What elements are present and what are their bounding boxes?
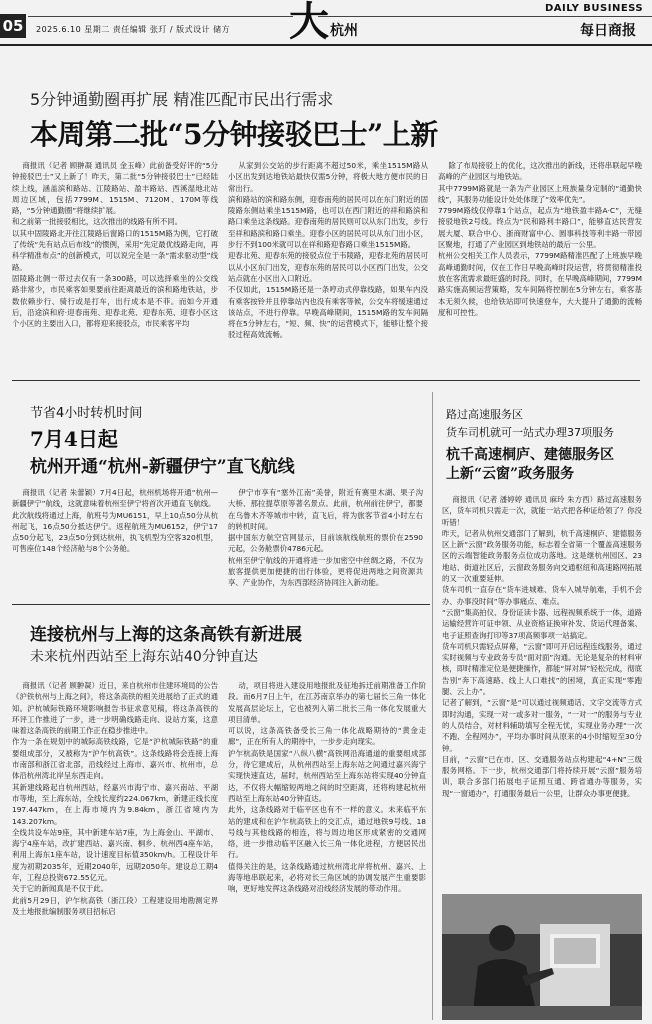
story4-kicker: 路过高速服务区 bbox=[446, 408, 523, 421]
story2-column-2 bbox=[228, 487, 423, 597]
brand-english: DAILY BUSINESS bbox=[545, 3, 644, 14]
story3-column-2 bbox=[228, 680, 426, 1020]
header-bottom-bar bbox=[0, 44, 652, 46]
header-rule-right bbox=[318, 16, 652, 17]
story4-kicker2: 货车司机就可一站式办理37项服务 bbox=[446, 426, 614, 439]
section-big-character: 大 bbox=[289, 0, 329, 45]
story1-col1-text: 商报讯（记者 顾翀凝 通讯员 金玉峰）此前备受好评的“5分钟接驳巴士”又上新了！昨天，第二批“5分钟接驳巴士”已经陆续上线，涵盖滨和路站、江陵路站、盈丰路站、西溪湿地北站周边区域，包括7799M、1515M、7120M、170M等线路，“5分钟通勤圈”将继续扩展。 和之前第一批接驳相比，这次推出的线路有所不同。 以其中固陵路北开往江陵路后窗路口的1515M路为例，它打破了传统“先有站点后布线”的惯例，采用“先定最优线路走向，再科学精准布点”的创新模式，可以说完全是一条“需求驱动型”线路。 固陵路北侧一带过去仅有一条300路，可以选择乘坐的公交线路非常少，市民乘客如果要前往距离最近的滨和路地铁站，步数依赖步行、骑行或是打车，出行成本是不菲。而如今开通后，沿途滨和府·迎春南苑、迎春北苑、迎春东苑、迎春小区这个小区的主要出入口，都将迎来接驳点，市民乘客平均 bbox=[12, 161, 218, 329]
story4-col1-text: 商报讯（记者 潘婷婷 通讯员 麻玲 朱方西）路过高速服务区，货车司机只需走一次，就能一站式把各种证给领了？你没听错！ 昨天，记者从杭州交通部门了解到，杭千高速桐庐、建德服务区上新“云窗”政务服务功能，标志着全省第一个覆盖高速服务区的云端智能政务服务点位成功落地。这是继杭州园区、23地站、街道社区后，云窗政务服务向交通枢纽和高速路网拓展的又一次重要延伸。 货车司机一直存在“货车进城难、货车入城导航难，手机不会办、办事没时间”等办事痛点、难点。 “云窗”集高拍仪、身份证读卡器、远程视频系统于一体，道路运输经营许可证申领、从业资格证换审补发、货运代理备案、电子证照查询打印等37项高频事项一站搞定。 货车司机只需轻点屏幕，“云窗”即可开启远程连线服务，通过实时视频与专业政务专员“面对面”沟通。无论是复杂的材料审核，即时精准定位是便捷操作，都能“屏对屏”轻松完成，彻底告别“奔下高速路、线上人口难找”的困境，真正实现“零跑腿、云上办”。 记者了解到，“云窗”是“可以通过视频通话、文字交流等方式即时沟通，实现一对一或多对一服务，“一对一”的服务与专业的人员结合，对材料辅助填写全程无忧，实现业务办理“一次不跑、全程网办”，平均办事时间从原来的4小时缩短至30分钟。 目前，“云窗”已在市、区、交通服务站点构建起“4+N”三级服务网格。下一步，杭州交通部门将持续开展“云窗”服务培训，联合多部门拓展电子证照互通、跨省通办等服务，实现“一窗通办”，打通服务最后一公里，让群众办事更便捷。 bbox=[442, 495, 642, 798]
story2-col1-text: 商报讯（记者 朱蕾颖）7月4日起，杭州机场将开通“杭州—新疆伊宁”航线，这就意味着杭州至伊宁将首次开通直飞航线。 此次航线将通过上海，航班号为MU6151，早上10点50分从杭州起飞，16点50分抵达伊宁。返程航班为MU6152，伊宁17点50分起飞，23点50分到达杭州，执飞机型为空客320机型，可售座位148个经济舱与8个公务舱。 bbox=[12, 488, 218, 554]
story1-column-2 bbox=[228, 160, 428, 370]
story1-kicker: 5分钟通勤圈再扩展 精准匹配市民出行需求 bbox=[30, 90, 334, 109]
story1-col2-text: 从家到公交站的步行距离不超过50米，乘坐1515M路从小区出发到达地铁站最快仅需5分钟，将极大地方便市民的日常出行。 滨和路站的滨和路东侧，迎春南苑的居民可以在东门附近的固陵路东侧站乘坐1515M路，也可以在西门附近的祥和路滨和路口乘坐这条线路。迎春南苑的居民则可以从东门出发，步行至祥和路滨和路口乘坐。迎春小区的居民可以从东门出小区，步行不到100米就可以在祥和路迎春路口乘坐1515M路。 迎春北苑、迎春东苑的接驳点位于韦陵路，迎春北苑的居民可以从小区东门出发，迎春东苑的居民可以小区西门出发，公交站点就在小区出入口附近。 不仅如此，1515M路还是一条哼动式停靠线路，如果车内没有乘客按铃并且停靠站内也没有乘客等候，公交车将缓速通过该站点，不进行停靠。早晚高峰期间，1515M路的发车间隔将在5分钟左右，“短、频、快”的运营模式下，能够让整个接驳过程高效流畅。 bbox=[228, 161, 428, 340]
section-city: 杭州 bbox=[330, 23, 358, 39]
brand-chinese: 每日商报 bbox=[580, 23, 636, 39]
story2-headline-line2: 杭州开通“杭州-新疆伊宁”直飞航线 bbox=[30, 457, 295, 477]
story3-subheadline: 未来杭州西站至上海东站40分钟直达 bbox=[30, 649, 258, 665]
kiosk-photo-illustration bbox=[442, 894, 642, 1020]
story3-column-1 bbox=[12, 680, 218, 1020]
issue-date-line: 2025.6.10 星期二 责任编辑 张玎 / 版式设计 储方 bbox=[36, 25, 231, 34]
page-number: 05 bbox=[0, 14, 26, 38]
story4-headline-line1: 杭千高速桐庐、建德服务区 bbox=[446, 447, 614, 463]
story2-kicker: 节省4小时转机时间 bbox=[30, 406, 143, 421]
story1-divider bbox=[12, 380, 640, 381]
story3-col1-text: 商报讯（记者 顾翀凝）近日，来自杭州市住建环境局的公告《沪铁杭州与上海之间》，将这条高铁的相关进展给了正式的通知。沪杭城际铁路环境影响报告书征求意见稿，将这条高铁的环评工作推进了一步，进一步明确线路走向、设站方案，这意味着这条高铁的前期工作正在稳步推进中。 作为一条在规划中的城际高铁线路，它是“沪杭城际铁路”的重要组成部分，又被称为“沪乍杭高铁”。这条线路将会连接上海市南部和浙江省北部，沿线经过上海市、嘉兴市、杭州市，总体沿杭州湾北岸呈东西走向。 其新建线路起自杭州西站，经嘉兴市海宁市、嘉兴南站、平湖市等地，至上海东站，全线长度约224.067km，新建正线长度197.447km，在上海市境内为9.84km，浙江省境内为143.207km。 全线共设车站9座，其中新建车站7座，为上海金山、平湖市、海宁4座车站，改扩建西站、嘉兴南、桐乡、杭州西4座车站，利用上海东1座车站，设计速度目标值350km/h。工程设计年度为初期2035年，近期2040年，远期2050年。建设总工期4年，工程总投资672.55亿元。 关于它的新闻真是不仅于此。 此前5月29日，沪乍杭高铁（浙江段）工程建设用地勘测定界及土地报批编制服务项目招标启 bbox=[12, 681, 218, 916]
story2-divider bbox=[12, 604, 430, 605]
story2-col2-text: 伊宁市享有“塞外江南”美誉，附近有赛里木湖、果子沟大桥、那拉提草原等著名景点。此前，杭州前往伊宁，都要在乌鲁木齐等城市中转，直飞后，将为旅客节省4小时左右的转机时间。 据中国东方航空官网显示，目前该航线航班的票价在2590元起，公务舱票价4786元起。 杭州至伊宁航线的开通将进一步加密空中丝绸之路，不仅为旅客提供更加便捷的出行体验，更将促进两地之间资源共享、产业协作，为东西部经济协同注入新动能。 bbox=[228, 488, 423, 588]
story2-headline-line1: 7月4日起 bbox=[30, 427, 118, 451]
story1-col3-text: 除了布局接驳上的优化，这次推出的新线，还将串联起早晚高峰的产业园区与地铁站。 其中7799M路就是一条为产业园区上班族量身定制的“通勤快线”，其服务功能设计处处体现了“效率优先”。 7799M路线仅停靠1个站点，起点为“地铁盈丰路A·C”，无缝接驳地铁2号线。终点为“民和路利丰路口”，能够直达民营发展大厦、联合中心、浙商财富中心、圆事科技等利丰路一带园区聚地，打通了产业园区到地铁站的最后一公里。 杭州公交相关工作人员表示，7799M路精准匹配了上班族早晚高峰通勤时间，仅在工作日早晚高峰时段运营，将贯彻精准投放在客流需求最旺盛的时段。同时，在早晚高峰期间，7799M路实施高频运营策略，发车间隔将控制在5分钟左右，乘客基本无须久候，也给铁站即可快速登车，大大提升了通勤的流畅度和可控性。 bbox=[438, 161, 642, 317]
story4-column bbox=[442, 494, 642, 886]
story1-column-1 bbox=[12, 160, 218, 370]
story4-photo bbox=[442, 894, 642, 1020]
story3-col2-text: 动，项目将进入建设用地报批及征地拆迁前期准备工作阶段。而6月7日上午，在江苏南京举办的第七届长三角一体化发展高层论坛上，它也被列入第二批长三角一体化发展重大项目清单。 可以说，这条高铁备受长三角一体化战略期待的“黄金走廊”，正在所有人的期待中，一步步走向现实。 沪乍杭高铁是国家“八纵八横”高铁网沿海通道的重要组成部分，待它建成后，从杭州西站至上海东站之间通过嘉兴海宁实现快速直达，届时，杭州西站至上海东站将实现40分钟直达，不仅将大幅缩短两地之间的时空距离，还将构建起杭州西站至上海东站40分钟直达。 此外，这条线路对于临平区也有不一样的意义。未来临平东站的建成和在沪乍杭高铁上的交汇点，通过地铁9号线、18号线与其他线路的相连，将与周边地区形成紧密的交通网络，进一步推动临平区融入长三角一体化进程，方便居民出行。 值得关注的是，这条线路通过杭州湾北岸将杭州、嘉兴、上海等地串联起来，必将对长三角区域的协调发展产生重要影响，更好地发挥这条线路对沿线经济发展的带动作用。 bbox=[228, 681, 426, 894]
story4-headline-line2: 上新“云窗”政务服务 bbox=[446, 466, 575, 482]
header-rule-left bbox=[28, 16, 293, 17]
story3-headline: 连接杭州与上海的这条高铁有新进展 bbox=[30, 625, 302, 645]
right-column-divider bbox=[432, 392, 433, 1020]
story1-column-3 bbox=[438, 160, 642, 370]
story1-headline: 本周第二批“5分钟接驳巴士”上新 bbox=[30, 118, 438, 151]
story2-column-1 bbox=[12, 487, 218, 597]
